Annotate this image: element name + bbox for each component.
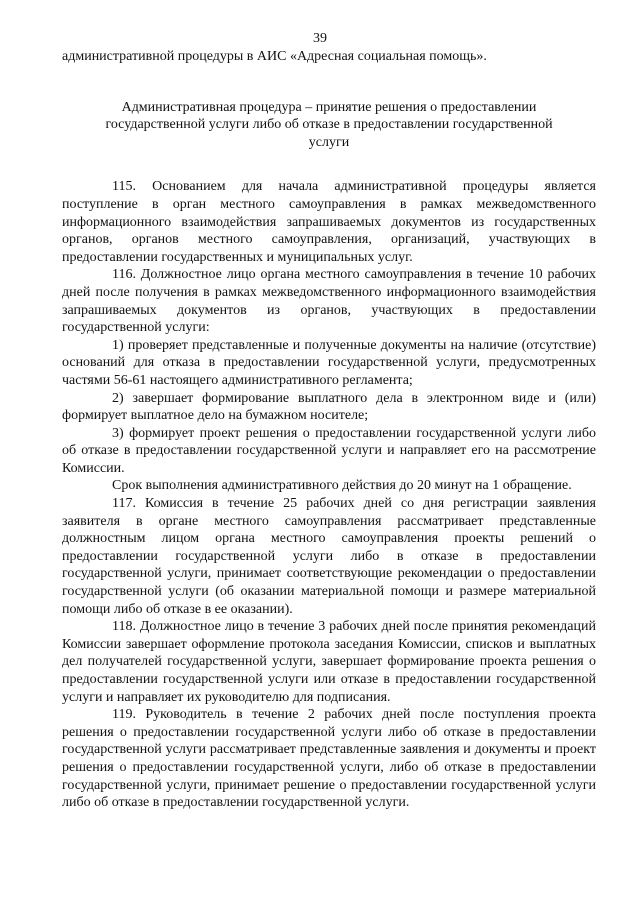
page-number: 39	[313, 31, 327, 46]
paragraph-118: 118. Должностное лицо в течение 3 рабочих дней после принятия рекомендаций Комиссии завершает оформление протокола заседания Комиссии, списков и выплатных дел получателей государственной услуги, завершает формирование проекта решения о предоставлении государственной услуги или отказе в предоставлении государственной услуги и направляет их руководителю для подписания.	[62, 619, 596, 705]
paragraph-116-item-1: 1) проверяет представленные и полученные документы на наличие (отсутствие) оснований для отказа в предоставлении государственной услуги, предусмотренных частями 56-61 настоящего административного регламента;	[62, 337, 596, 388]
paragraph-116-item-3: 3) формирует проект решения о предоставлении государственной услуги либо об отказе в предоставлении государственной услуги и направляет его на рассмотрение Комиссии.	[62, 425, 596, 476]
paragraph-119: 119. Руководитель в течение 2 рабочих дней после поступления проекта решения о предоставлении государственной услуги либо об отказе в предоставлении государственной услуги рассматривает представленные заявления и документы и проект решения о предоставлении государственной услуги, либо об отказе в предоставлении государственной услуги, принимает решение о предоставлении государственной услуги либо об отказе в предоставлении государственной услуги.	[62, 707, 596, 811]
section-title-line: услуги	[308, 134, 350, 150]
intro-line: административной процедуры в АИС «Адресная социальная помощь».	[62, 49, 487, 64]
section-title	[62, 99, 596, 152]
section-title-line: Административная процедура – принятие решения о предоставлении	[121, 99, 537, 115]
paragraph-deadline: Срок выполнения административного действия до 20 минут на 1 обращение.	[112, 478, 572, 494]
paragraph-116-item-2: 2) завершает формирование выплатного дела в электронном виде и (или) формирует выплатное дело на бумажном носителе;	[62, 390, 596, 424]
section-title-line: государственной услуги либо об отказе в предоставлении государственной	[105, 117, 553, 133]
paragraph-115: 115. Основанием для начала административной процедуры является поступление в орган местного самоуправления в рамках межведомственного информационного взаимодействия запрашиваемых документов из государственных органов, органов местного самоуправления, организаций, участвующих в предоставлении государственных и муниципальных услуг.	[62, 179, 596, 265]
paragraph-117: 117. Комиссия в течение 25 рабочих дней со дня регистрации заявления заявителя в органе местного самоуправления рассматривает представленные должностным лицом органа местного самоуправления проекты решений о предоставлении государственной услуги либо в отказе в предоставлении государственной услуги, принимает соответствующие рекомендации о предоставлении государственной услуги (об оказании материальной помощи и размере материальной помощи либо об отказе в ее оказании).	[62, 496, 596, 617]
paragraph-116: 116. Должностное лицо органа местного самоуправления в течение 10 рабочих дней после получения в рамках межведомственного информационного взаимодействия запрашиваемых документов из органов, участвующих в предоставлении государственной услуги:	[62, 267, 596, 336]
document-body	[62, 48, 596, 812]
